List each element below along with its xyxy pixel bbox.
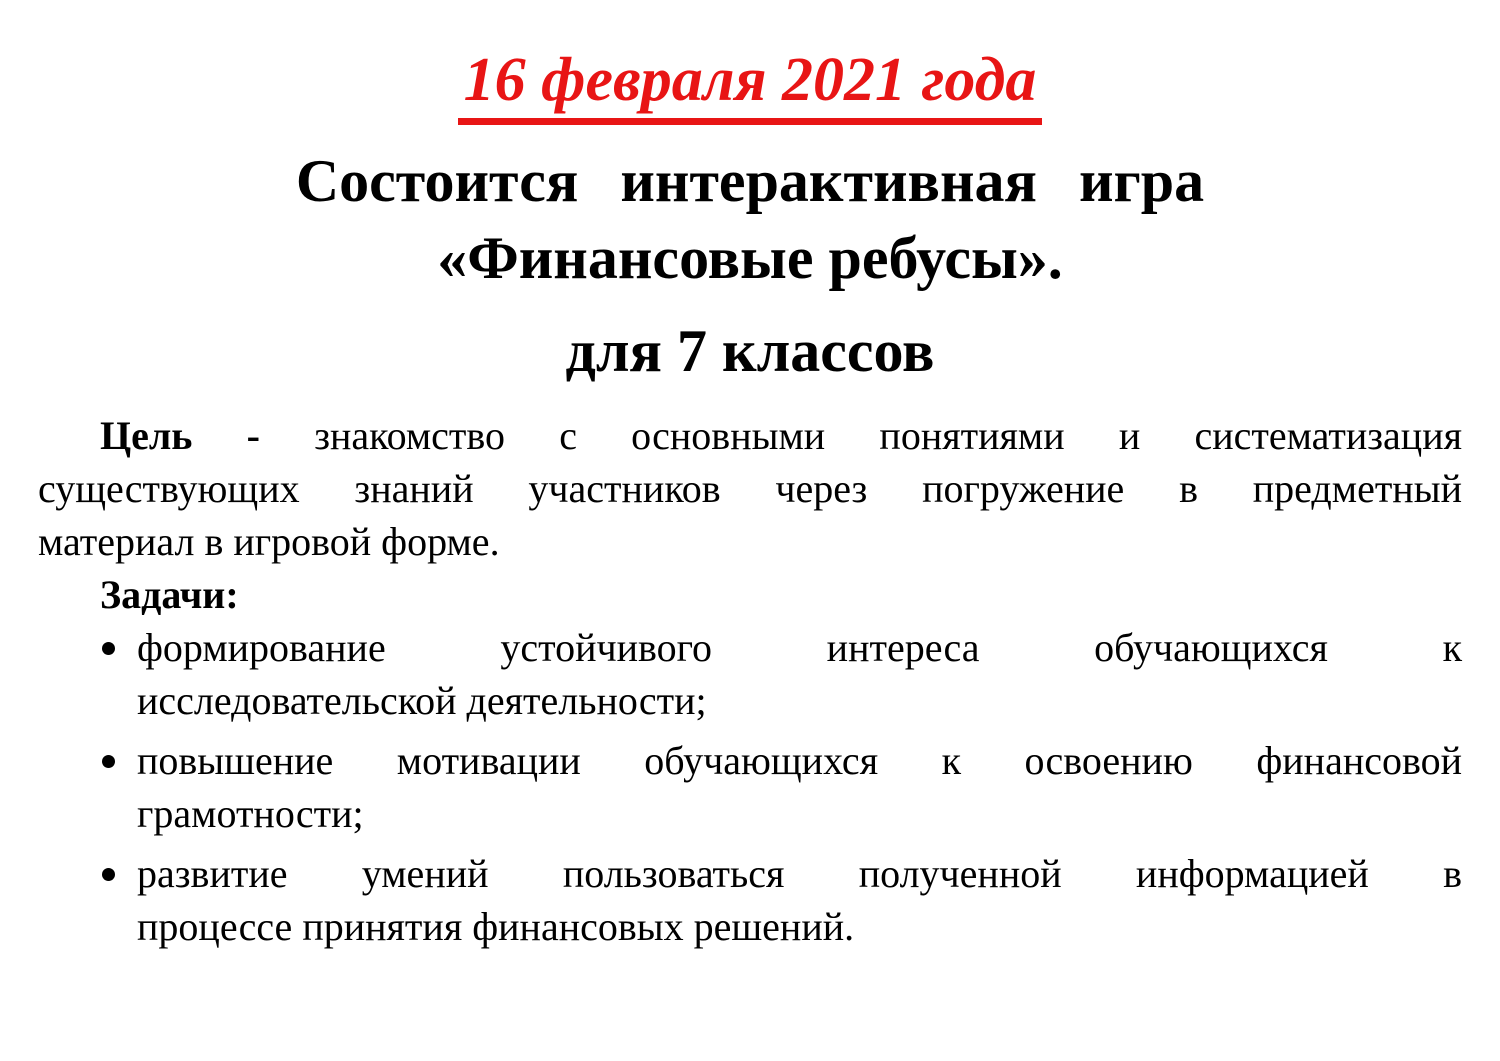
task-2-line-1: повышение мотивации обучающихся к освоению финансовой bbox=[137, 738, 1462, 784]
event-heading bbox=[38, 143, 1462, 297]
bullet-icon bbox=[102, 755, 115, 768]
goal-bold-lead: Цель - bbox=[100, 413, 260, 459]
task-2-line-2: грамотности; bbox=[137, 791, 364, 837]
list-item bbox=[38, 734, 1462, 840]
task-1-line-1: формирование устойчивого интереса обучающихся к bbox=[137, 625, 1462, 671]
date-heading bbox=[38, 46, 1462, 125]
event-heading-line1: Состоится интерактивная игра bbox=[295, 148, 1205, 215]
list-item bbox=[38, 847, 1462, 953]
goal-line-2: существующих знаний участников через погружение в предметный bbox=[38, 466, 1462, 512]
tasks-label: Задачи: bbox=[100, 572, 239, 618]
event-heading-line2: «Финансовые ребусы». bbox=[437, 225, 1063, 292]
goal-line-3: материал в игровой форме. bbox=[38, 519, 500, 565]
goal-paragraph bbox=[38, 409, 1462, 568]
tasks-list bbox=[38, 621, 1462, 953]
bullet-icon bbox=[102, 868, 115, 881]
task-3-line-2: процессе принятия финансовых решений. bbox=[137, 904, 855, 950]
date-heading-text: 16 февраля 2021 года bbox=[458, 46, 1043, 125]
goal-line-1-rest: знакомство с основными понятиями и систематизация bbox=[314, 413, 1463, 459]
body-text bbox=[38, 409, 1462, 953]
document-content bbox=[0, 46, 1500, 953]
list-item bbox=[38, 621, 1462, 727]
audience-heading: для 7 классов bbox=[565, 318, 935, 385]
goal-line-1 bbox=[38, 409, 1462, 462]
bullet-icon bbox=[102, 642, 115, 655]
task-3-line-1: развитие умений пользоваться полученной информацией в bbox=[137, 851, 1462, 897]
task-1-line-2: исследовательской деятельности; bbox=[137, 678, 707, 724]
